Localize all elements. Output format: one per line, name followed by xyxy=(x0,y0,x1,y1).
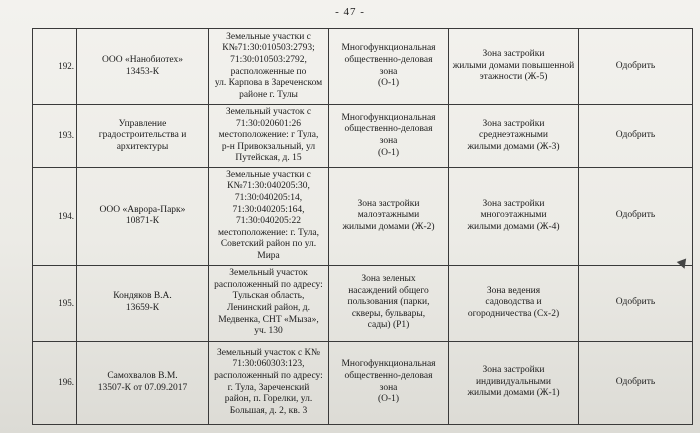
applicant-line: ООО «Аврора-Парк» xyxy=(99,204,186,215)
land-plot-line: Путейская, д. 15 xyxy=(235,153,302,164)
current-zone-cell xyxy=(329,265,449,341)
decision-cell xyxy=(579,29,693,105)
requested-zone-cell xyxy=(449,341,579,424)
decision-cell xyxy=(579,341,693,424)
applicant-line: ООО «Нанобиотех» xyxy=(102,54,183,65)
row-number: 195. xyxy=(58,297,74,308)
applicant-line: Кондяков В.А. xyxy=(113,291,172,302)
table-row xyxy=(33,167,693,265)
current-zone-line: Многофункциональная xyxy=(341,112,436,123)
land-plot-line: 71:30:060303:123, xyxy=(232,359,305,370)
decision-text: Одобрить xyxy=(615,210,656,221)
applicant-line: Самохвалов В.М. xyxy=(107,370,178,381)
land-plot-line: 71:30:010503:2792, xyxy=(230,54,307,65)
requested-zone-line: жилыми домами (Ж-3) xyxy=(467,141,560,152)
applicant-cell xyxy=(77,167,209,265)
land-plot-line: К№71:30:010503:2793; xyxy=(222,43,315,54)
land-plot-line: Земельный участок xyxy=(229,268,308,279)
current-zone-cell xyxy=(329,105,449,168)
land-plot-line: Земельные участки с xyxy=(226,31,311,42)
requested-zone-cell xyxy=(449,167,579,265)
decision-cell xyxy=(579,105,693,168)
row-number-cell xyxy=(33,265,77,341)
current-zone-line: зона xyxy=(379,135,398,146)
requested-zone-line: садоводства и xyxy=(485,297,542,308)
current-zone-line: общественно-деловая xyxy=(344,370,433,381)
land-plot-line: район, п. Горелки, ул. xyxy=(224,394,313,405)
decision-cell xyxy=(579,265,693,341)
land-plot-line: Земельные участки с xyxy=(226,169,311,180)
current-zone-line: малоэтажными xyxy=(357,210,420,221)
applicant-cell xyxy=(77,29,209,105)
land-plot-line: Земельный участок с xyxy=(225,107,312,117)
land-plot-cell xyxy=(209,167,329,265)
requested-zone-line: жилыми домами (Ж-4) xyxy=(467,221,560,232)
table-row xyxy=(33,341,693,424)
applicant-line: градостроительства и xyxy=(98,130,187,141)
land-plot-cell xyxy=(209,29,329,105)
decision-text: Одобрить xyxy=(615,130,656,141)
land-plot-line: расположенный по адресу: xyxy=(214,279,323,290)
applicant-line: 10871-К xyxy=(125,216,160,227)
current-zone-line: (О-1) xyxy=(377,78,400,89)
requested-zone-line: многоэтажными xyxy=(480,210,547,221)
land-plot-line: 71:30:040205:22 xyxy=(236,216,301,227)
land-plot-line: К№71:30:040205:30, xyxy=(227,181,310,192)
land-plot-line: Мира xyxy=(257,250,280,261)
requested-zone-line: индивидуальными xyxy=(475,376,552,387)
requested-zone-line: этажности (Ж-5) xyxy=(479,72,548,83)
land-plot-line: расположенный по адресу: xyxy=(214,370,323,381)
land-plot-line: р-н Привокзальный, ул xyxy=(221,141,316,152)
decision-cell xyxy=(579,167,693,265)
applicant-line: Управление xyxy=(118,118,167,129)
decision-text: Одобрить xyxy=(615,376,656,387)
land-plot-line: районе г. Тулы xyxy=(239,89,298,100)
land-plot-line: Ленинский район, д. xyxy=(226,303,311,314)
current-zone-cell xyxy=(329,29,449,105)
requested-zone-line: жилыми домами (Ж-1) xyxy=(467,388,560,399)
applicant-line: 13659-К xyxy=(125,303,160,314)
requested-zone-line: Зона застройки xyxy=(482,365,545,376)
row-number: 196. xyxy=(58,377,74,388)
requested-zone-line: жилыми домами повышенной xyxy=(452,60,575,71)
land-plot-line: местоположение: г. Тула, xyxy=(217,227,320,238)
requested-zone-cell xyxy=(449,105,579,168)
decision-text: Одобрить xyxy=(615,60,656,71)
land-plot-line: ул. Карпова в Зареченском xyxy=(214,78,323,89)
row-number: 192. xyxy=(58,61,74,72)
table-row xyxy=(33,29,693,105)
requested-zone-line: Зона застройки xyxy=(482,49,545,60)
requested-zone-line: Зона застройки xyxy=(482,198,545,209)
current-zone-cell xyxy=(329,167,449,265)
land-plot-cell xyxy=(209,341,329,424)
requested-zone-cell xyxy=(449,265,579,341)
row-number-cell xyxy=(33,167,77,265)
current-zone-line: зона xyxy=(379,382,398,393)
applicant-cell xyxy=(77,341,209,424)
land-plot-cell xyxy=(209,265,329,341)
land-plot-line: местоположение: г Тула, xyxy=(218,130,319,141)
table-body xyxy=(33,29,693,425)
current-zone-line: Зона зеленых xyxy=(361,274,416,285)
land-plot-line: Большая, д. 2, кв. 3 xyxy=(229,405,308,416)
current-zone-line: Многофункциональная xyxy=(341,43,436,54)
applicant-line: архитектуры xyxy=(116,141,169,152)
current-zone-line: Зона застройки xyxy=(357,198,420,209)
land-plot-line: Медвенка, СНТ «Мыза», xyxy=(218,314,319,325)
current-zone-line: Многофункциональная xyxy=(341,359,436,370)
current-zone-line: сады) (Р1) xyxy=(367,320,410,331)
land-plot-line: 71:30:040205:164, xyxy=(232,204,305,215)
applicant-cell xyxy=(77,265,209,341)
land-plot-line: расположенные по xyxy=(230,66,307,77)
table-row xyxy=(33,265,693,341)
current-zone-line: скверы, бульвары, xyxy=(351,308,426,319)
current-zone-cell xyxy=(329,341,449,424)
current-zone-line: (О-1) xyxy=(377,147,400,158)
page-number: - 47 - xyxy=(335,6,365,18)
land-plot-line: Тульская область, xyxy=(232,291,305,302)
row-number: 194. xyxy=(58,210,74,221)
applicant-line: 13453-К xyxy=(125,66,160,77)
applicant-cell xyxy=(77,105,209,168)
applicant-line: 13507-К от 07.09.2017 xyxy=(97,382,188,393)
requested-zone-line: огородничества (Сх-2) xyxy=(467,308,560,319)
land-plot-line: Советский район по ул. xyxy=(220,239,317,250)
row-number-cell xyxy=(33,105,77,168)
land-plot-line: 71:30:040205:14, xyxy=(234,193,303,204)
requested-zone-line: Зона ведения xyxy=(486,285,541,296)
current-zone-line: общественно-деловая xyxy=(344,54,433,65)
land-plot-line: Земельный участок с К№ xyxy=(217,347,320,358)
requested-zone-line: Зона застройки xyxy=(482,118,545,129)
table-row xyxy=(33,105,693,168)
current-zone-line: зона xyxy=(379,66,398,77)
row-number-cell xyxy=(33,29,77,105)
row-number-cell xyxy=(33,341,77,424)
current-zone-line: (О-1) xyxy=(377,394,400,405)
land-plot-line: 71:30:020601:26 xyxy=(236,118,301,129)
current-zone-line: общественно-деловая xyxy=(344,124,433,135)
requested-zone-cell xyxy=(449,29,579,105)
land-plot-line: г. Тула, Зареченский xyxy=(227,382,310,393)
land-plot-cell xyxy=(209,105,329,168)
row-number: 193. xyxy=(58,130,74,141)
current-zone-line: жилыми домами (Ж-2) xyxy=(342,221,435,232)
current-zone-line: насаждений общего xyxy=(348,285,429,296)
current-zone-line: пользования (парки, xyxy=(347,297,430,308)
decision-text: Одобрить xyxy=(615,297,656,308)
requested-zone-line: среднеэтажными xyxy=(479,130,548,141)
land-plot-line: уч. 130 xyxy=(254,326,283,337)
zoning-table xyxy=(32,28,693,425)
